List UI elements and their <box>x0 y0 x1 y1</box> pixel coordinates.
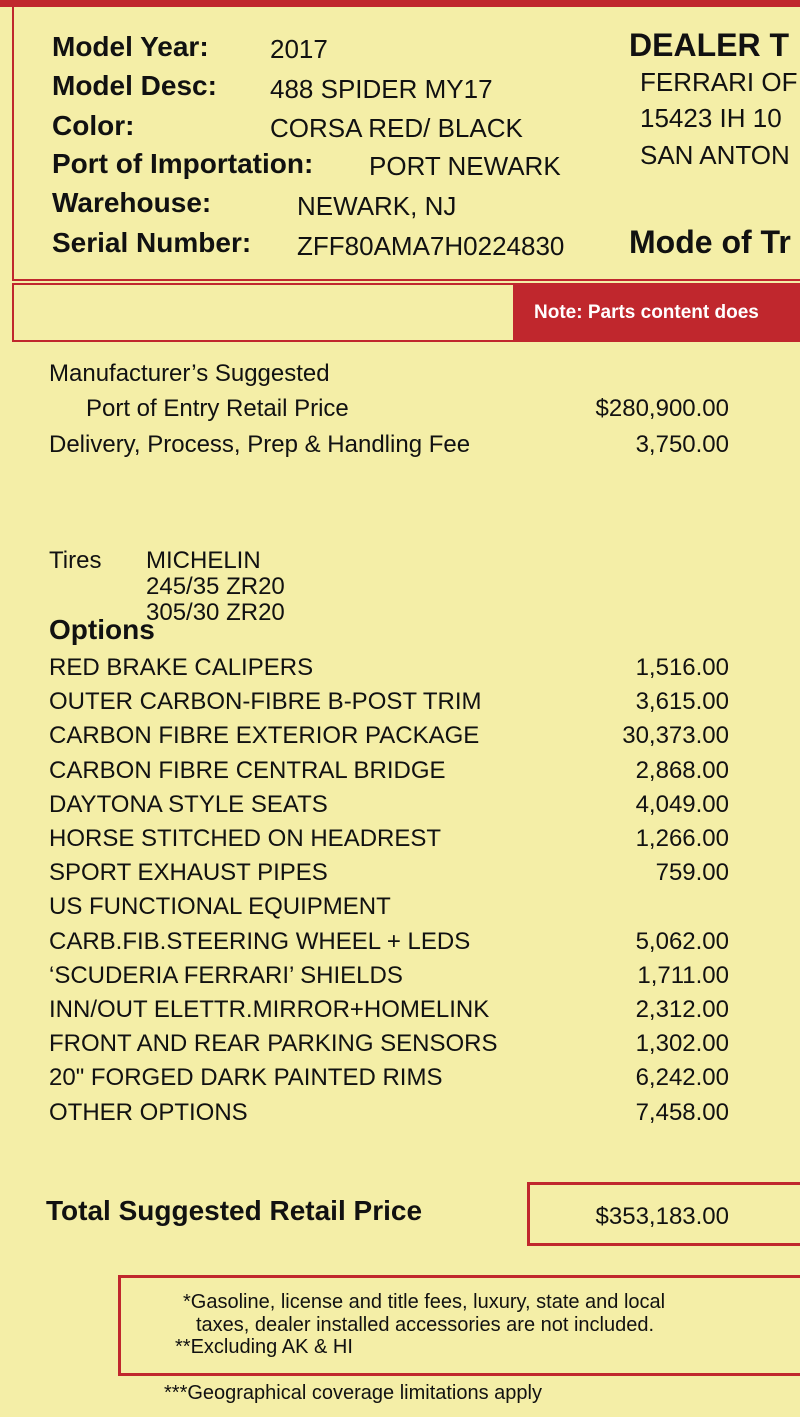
option-name: OTHER OPTIONS <box>49 1099 248 1126</box>
option-price: 2,868.00 <box>635 757 729 784</box>
color-value: CORSA RED/ BLACK <box>270 113 523 143</box>
port-label: Port of Importation: <box>52 148 314 179</box>
msrp-value: $280,900.00 <box>595 395 729 422</box>
port-value: PORT NEWARK <box>369 151 561 181</box>
fee-label: Delivery, Process, Prep & Handling Fee <box>49 431 471 458</box>
dealer-name: FERRARI OF <box>640 67 798 97</box>
msrp-label-line2: Port of Entry Retail Price <box>86 395 349 422</box>
option-name: OUTER CARBON-FIBRE B-POST TRIM <box>49 688 482 715</box>
tires-rear-size: 305/30 ZR20 <box>146 599 285 626</box>
option-price: 1,711.00 <box>637 962 729 989</box>
options-heading: Options <box>49 614 155 645</box>
option-name: FRONT AND REAR PARKING SENSORS <box>49 1030 498 1057</box>
option-price: 30,373.00 <box>622 722 729 749</box>
dealer-address: 15423 IH 10 <box>640 103 782 133</box>
option-name: RED BRAKE CALIPERS <box>49 654 314 681</box>
dealer-heading: DEALER T <box>629 27 789 63</box>
msrp-label-line1: Manufacturer’s Suggested <box>49 360 330 387</box>
model-year-value: 2017 <box>270 34 328 64</box>
option-price: 1,266.00 <box>635 825 729 852</box>
option-price: 1,302.00 <box>635 1030 729 1057</box>
total-value: $353,183.00 <box>595 1203 729 1230</box>
disclaimer-line3: **Excluding AK & HI <box>175 1336 353 1358</box>
option-name: INN/OUT ELETTR.MIRROR+HOMELINK <box>49 996 490 1023</box>
option-name: CARBON FIBRE CENTRAL BRIDGE <box>49 757 446 784</box>
fee-value: 3,750.00 <box>635 431 729 458</box>
option-name: US FUNCTIONAL EQUIPMENT <box>49 893 391 920</box>
warehouse-value: NEWARK, NJ <box>297 191 457 221</box>
option-price: 1,516.00 <box>635 654 729 681</box>
option-price: 4,049.00 <box>635 791 729 818</box>
warehouse-label: Warehouse: <box>52 187 212 218</box>
option-name: DAYTONA STYLE SEATS <box>49 791 328 818</box>
disclaimer-line4: ***Geographical coverage limitations apply <box>164 1382 542 1404</box>
total-label: Total Suggested Retail Price <box>46 1195 423 1226</box>
option-price: 759.00 <box>655 859 729 886</box>
option-price: 3,615.00 <box>635 688 729 715</box>
option-price: 7,458.00 <box>635 1099 729 1126</box>
serial-value: ZFF80AMA7H0224830 <box>297 231 565 261</box>
dealer-city: SAN ANTON <box>640 140 790 170</box>
model-desc-label: Model Desc: <box>52 70 217 101</box>
tires-front-size: 245/35 ZR20 <box>146 573 285 600</box>
mode-of-transport-heading: Mode of Tr <box>629 224 791 260</box>
option-name: HORSE STITCHED ON HEADREST <box>49 825 442 852</box>
option-price: 2,312.00 <box>635 996 729 1023</box>
option-name: 20" FORGED DARK PAINTED RIMS <box>49 1064 443 1091</box>
option-name: SPORT EXHAUST PIPES <box>49 859 328 886</box>
option-price: 6,242.00 <box>635 1064 729 1091</box>
disclaimer-line1: *Gasoline, license and title fees, luxury, state and local <box>183 1291 666 1313</box>
option-name: CARB.FIB.STEERING WHEEL + LEDS <box>49 928 471 955</box>
option-price: 5,062.00 <box>635 928 729 955</box>
tires-brand: MICHELIN <box>146 547 261 574</box>
serial-label: Serial Number: <box>52 227 252 258</box>
tires-label: Tires <box>49 547 102 574</box>
note-banner: Note: Parts content does <box>513 285 800 340</box>
model-desc-value: 488 SPIDER MY17 <box>270 74 493 104</box>
disclaimer-line2: taxes, dealer installed accessories are not included. <box>196 1314 655 1336</box>
option-name: ‘SCUDERIA FERRARI’ SHIELDS <box>49 962 403 989</box>
color-label: Color: <box>52 110 135 141</box>
model-year-label: Model Year: <box>52 31 209 62</box>
option-name: CARBON FIBRE EXTERIOR PACKAGE <box>49 722 480 749</box>
